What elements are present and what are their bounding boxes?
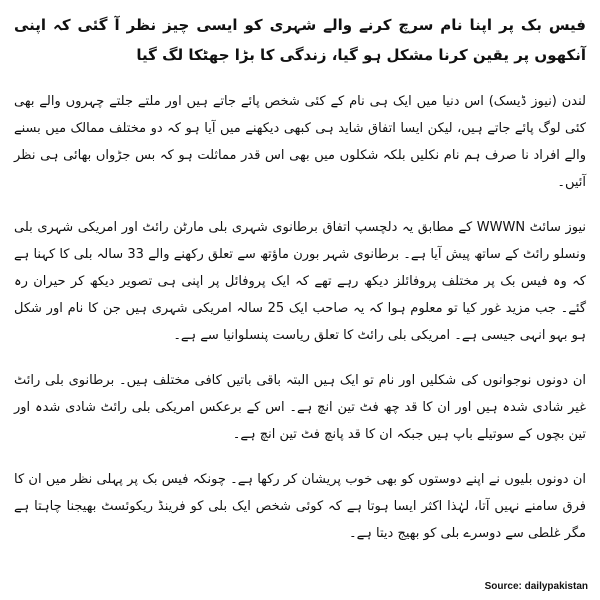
article-paragraph-2: نیوز سائٹ WWWN کے مطابق یہ دلچسپ اتفاق برطانوی شہری بلی مارٹن رائٹ اور امریکی شہری بلی ونسلو رائٹ کے ساتھ پیش آیا ہے۔ برطانوی شہر بورن ماؤتھ سے تعلق رکھنے والے 33 سالہ بلی کا کہنا ہے کہ وہ فیس بک پر مختلف پروفائلز دیکھ رہے تھے کہ ایک پروفائل پر اپنی ہی تصویر دیکھ کر حیران رہ گئے۔ جب مزید غور کیا تو معلوم ہوا کہ یہ صاحب ایک 25 سالہ امریکی شہری ہیں جن کا نام اور شکل ہو بہو انہی جیسی ہے۔ امریکی بلی رائٹ کا تعلق ریاست پنسلوانیا سے ہے۔: [14, 220, 587, 343]
article-paragraph-4: ان دونوں بلیوں نے اپنے دوستوں کو بھی خوب پریشان کر رکھا ہے۔ چونکہ فیس بک پر پہلی نظر میں ان کا فرق سامنے نہیں آتا، لہٰذا اکثر ایسا ہوتا ہے کہ کوئی شخص ایک بلی کو فرینڈ ریکوئسٹ بھیجنا چاہتا ہے مگر غلطی سے دوسرے بلی کو بھیج دیتا ہے۔: [14, 472, 586, 541]
article-headline: فیس بک پر اپنا نام سرچ کرنے والے شہری کو ایسی چیز نظر آ گئی کہ اپنی آنکھوں پر یقین کرنا مشکل ہو گیا، زندگی کا بڑا جھٹکا لگ گیا: [14, 16, 586, 64]
source-credit: Source: dailypakistan: [484, 581, 588, 592]
article-paragraph-1: لندن (نیوز ڈیسک) اس دنیا میں ایک ہی نام کے کئی شخص پائے جاتے ہیں اور ملتے جلتے چہروں والے بھی کئی لوگ پائے جاتے ہیں، لیکن ایسا اتفاق شاید ہی کبھی دیکھنے میں آیا ہو کہ دو مختلف ممالک میں بسنے والے افراد نا صرف ہم نام نکلیں بلکہ شکلوں میں بھی اس قدر مماثلت ہو کہ بس جڑواں بھائی ہی نظر آئیں۔: [14, 94, 586, 190]
article-paragraph-3: ان دونوں نوجوانوں کی شکلیں اور نام تو ایک ہیں البتہ باقی باتیں کافی مختلف ہیں۔ برطانوی بلی رائٹ غیر شادی شدہ ہیں اور ان کا قد چھ فٹ تین انچ ہے۔ اس کے برعکس امریکی بلی رائٹ شادی شدہ اور تین بچوں کے سوتیلے باپ ہیں جبکہ ان کا قد پانچ فٹ تین انچ ہے۔: [14, 373, 586, 442]
